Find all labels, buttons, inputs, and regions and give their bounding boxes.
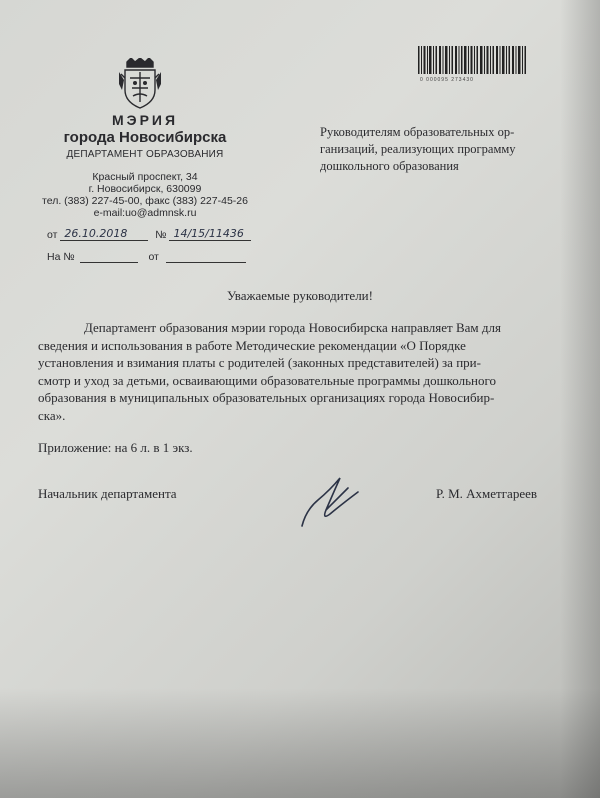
- body-line: Департамент образования мэрии города Новосибирска направляет Вам для: [84, 320, 501, 335]
- from-label: от: [47, 229, 58, 241]
- date-field: [60, 228, 148, 241]
- email: e-mail:uo@admnsk.ru: [93, 207, 197, 219]
- page-shadow-right: [560, 0, 600, 798]
- body-line: установления и взимания платы с родителей (законных представителей) за при-: [38, 355, 481, 370]
- greeting: Уважаемые руководители!: [227, 288, 373, 303]
- recipient-line: Руководителям образовательных ор-: [320, 125, 515, 139]
- reference-row: [47, 250, 246, 263]
- ref-label: На №: [47, 251, 75, 263]
- body-line: образования в муниципальных образовательных организациях города Новосибир-: [38, 390, 495, 405]
- body-line: ска».: [38, 407, 66, 423]
- number-field: [169, 228, 251, 241]
- mayor-office-title: МЭРИЯ: [111, 112, 179, 128]
- ref-number-field: [80, 250, 138, 263]
- signer-title: Начальник департамента: [38, 486, 177, 501]
- department-name: ДЕПАРТАМЕНТ ОБРАЗОВАНИЯ: [66, 149, 224, 160]
- handwritten-date: 26.10.2018: [64, 227, 128, 240]
- city-name: города Новосибирска: [63, 129, 227, 146]
- letter-body: [38, 319, 558, 424]
- phone-fax: тел. (383) 227-45-00, факс (383) 227-45-26: [42, 195, 248, 207]
- signer-name: Р. М. Ахметгареев: [436, 486, 538, 501]
- ref-from-label: от: [148, 251, 159, 263]
- recipient-line: дошкольного образования: [320, 159, 459, 173]
- recipient-block: [320, 124, 570, 175]
- barcode-number: 0 000095 273430: [420, 77, 474, 83]
- ref-date-field: [166, 250, 246, 263]
- barcode: [418, 46, 528, 86]
- body-line: сведения и использования в работе Методические рекомендации «О Порядке: [38, 337, 466, 353]
- number-label: №: [155, 229, 167, 241]
- registration-date-row: [47, 228, 251, 241]
- city-coat-of-arms-icon: [119, 58, 161, 110]
- body-line: смотр и уход за детьми, осваивающими образовательные программы дошкольного: [38, 372, 496, 388]
- address-city: г. Новосибирск, 630099: [88, 183, 202, 195]
- handwritten-number: 14/15/11436: [173, 227, 244, 240]
- address-street: Красный проспект, 34: [92, 171, 198, 183]
- barcode-bars: [418, 46, 528, 74]
- attachment-note: Приложение: на 6 л. в 1 экз.: [38, 440, 193, 455]
- recipient-line: ганизаций, реализующих программу: [320, 142, 516, 156]
- handwritten-signature: [296, 470, 366, 530]
- page-shadow-bottom: [0, 688, 600, 798]
